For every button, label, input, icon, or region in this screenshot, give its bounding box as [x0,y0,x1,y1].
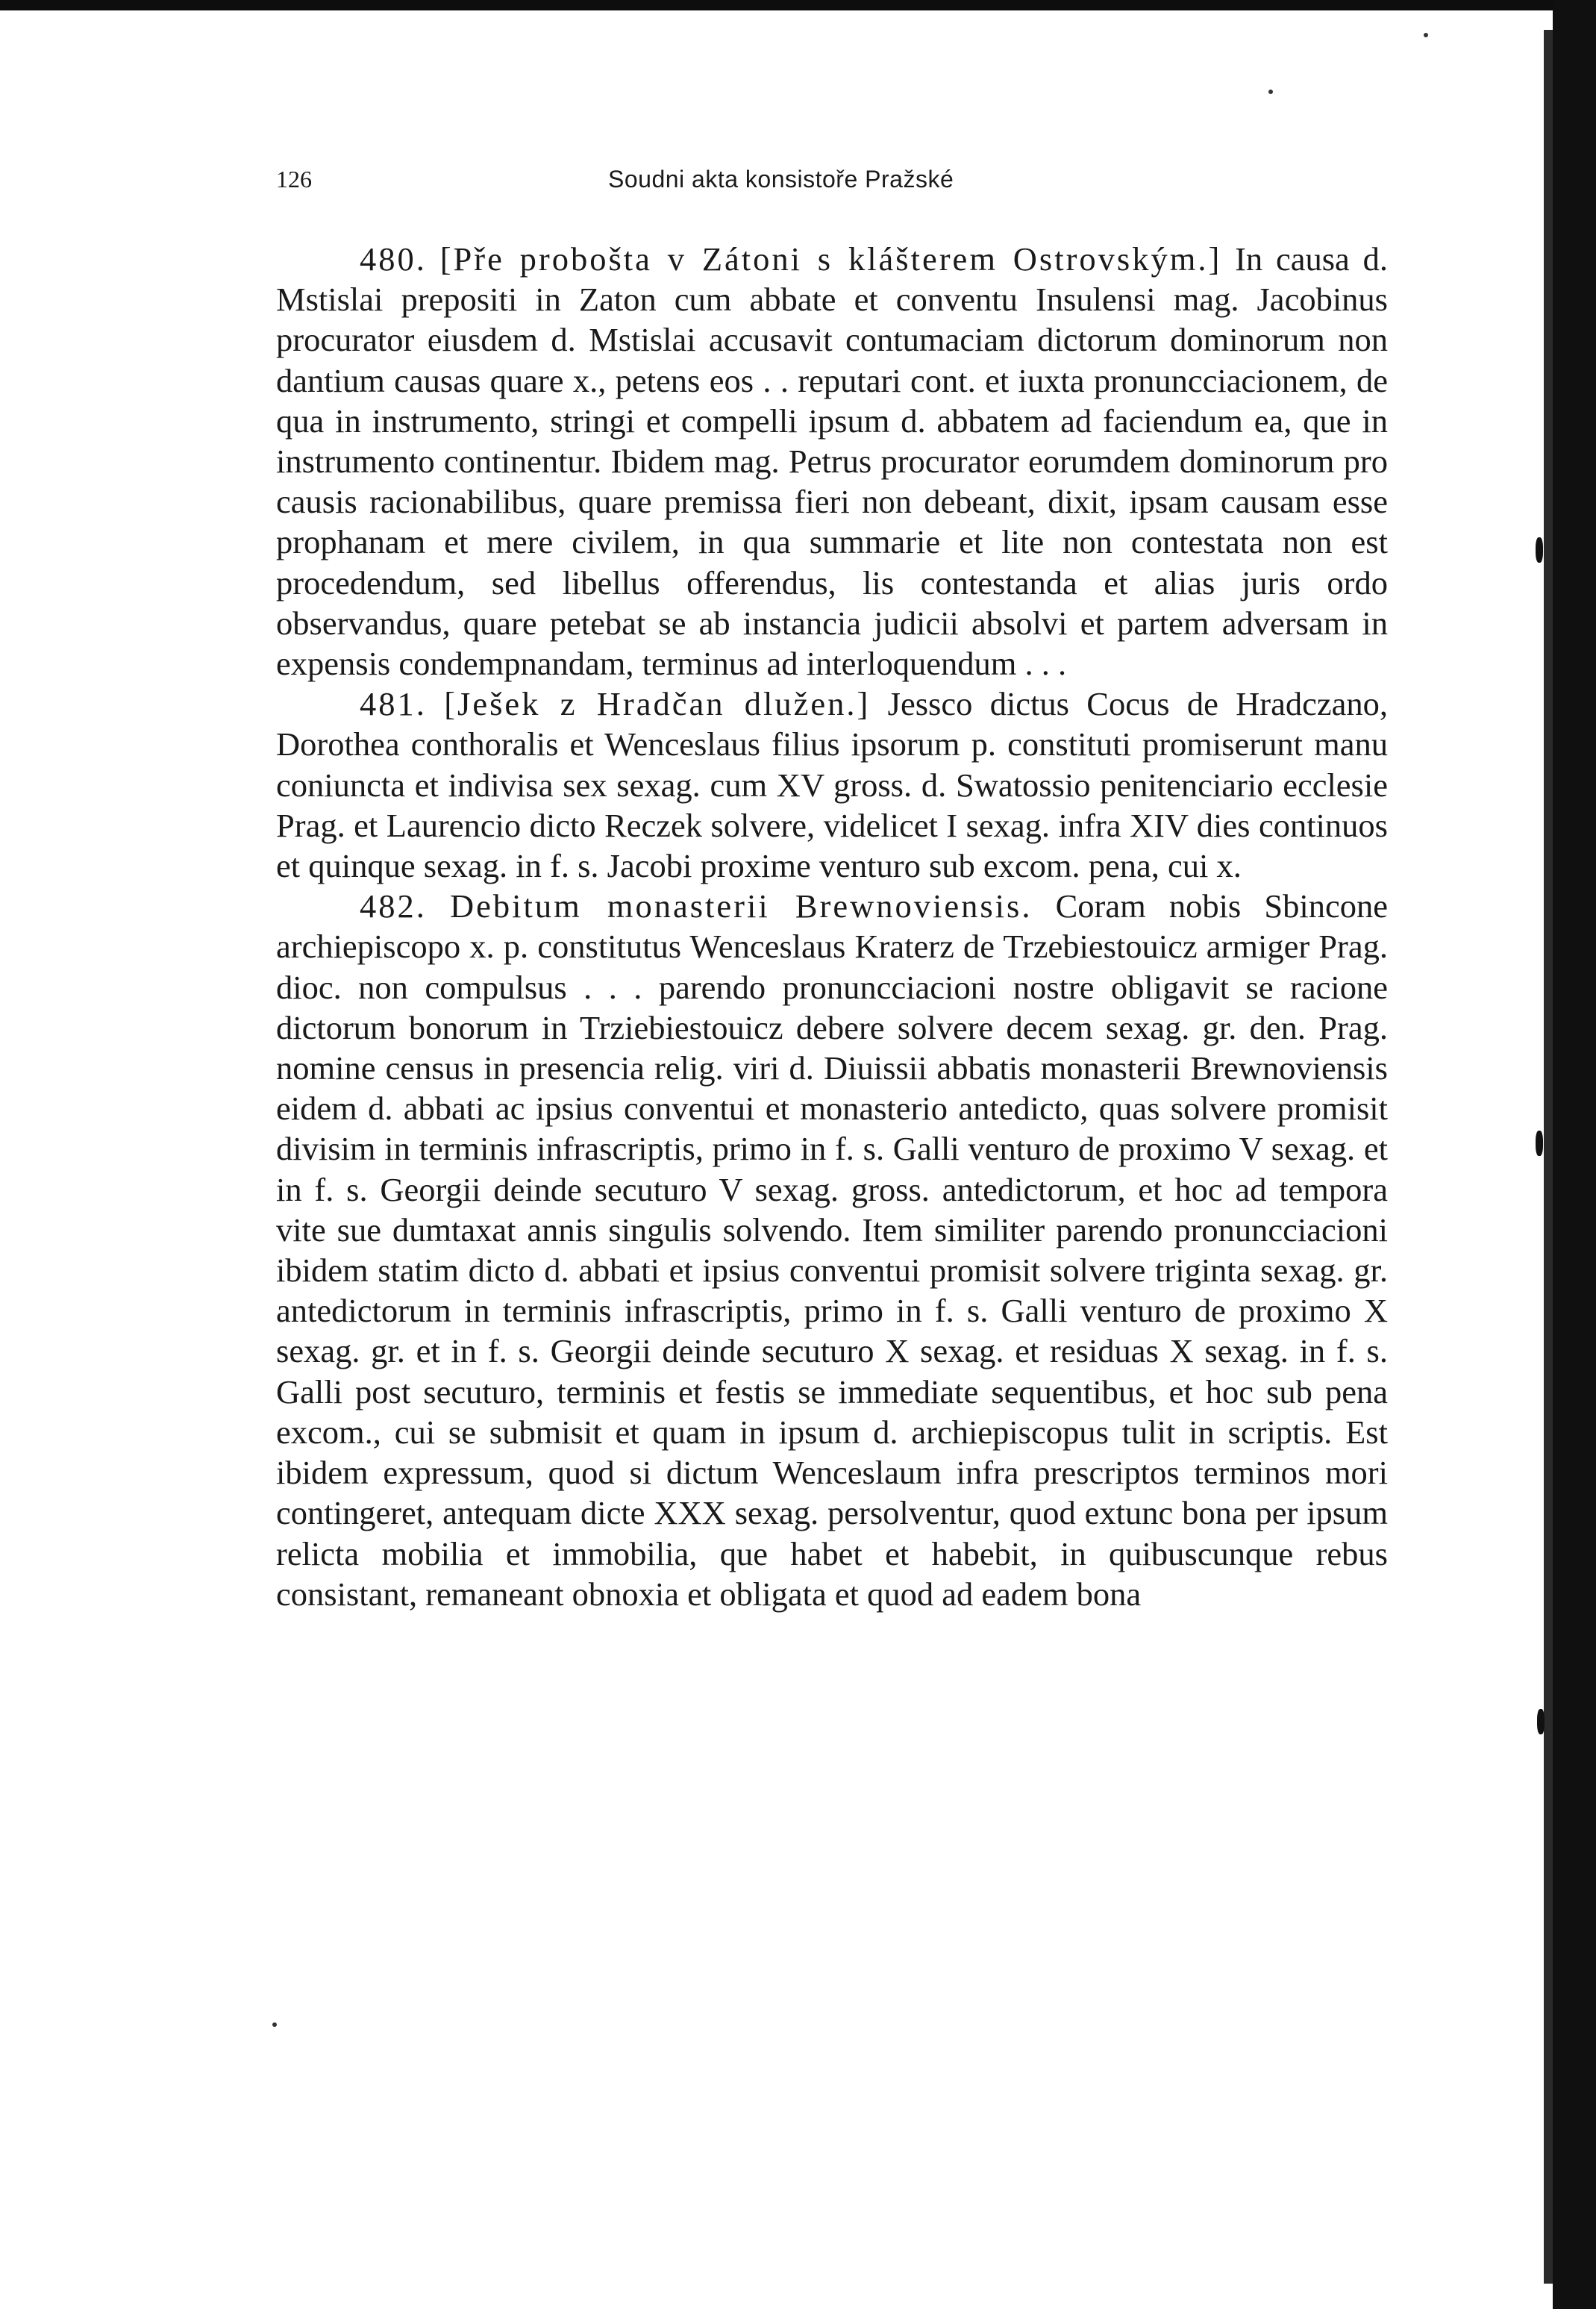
scan-mark [1536,1131,1543,1156]
running-head [276,166,1022,196]
entry-body: In causa d. Mstislai prepositi in Zaton cum abbate et conventu Insulensi mag. Jacobinus procurator eiusdem d. Mstislai accusavit contumaciam dictorum dominorum non dantium causas quare x., petens eos . . reputari cont. et iuxta pronuncciacionem, de qua in instrumento, stringi et compelli ipsum d. abbatem ad faciendum ea, que in instrumento continentur. Ibidem mag. Petrus procurator eorumdem dominorum pro causis racionabilibus, quare premissa fieri non debeant, dixit, ipsam causam esse prophanam et mere civilem, in qua summarie et lite non contestata non est procedendum, sed libellus offerendus, lis contestanda et alias juris ordo observandus, quare petebat se ab instancia judicii absolvi et partem adversam in expensis condempnandam, terminus ad interloquendum . . . [276,240,1389,683]
scan-speck [1424,33,1428,37]
scan-right-border [1553,0,1596,2309]
entry-heading: [Pře probošta v Zátoni s klášterem Ostrovským.] [439,240,1222,278]
main-text [276,239,1388,1614]
running-title: Soudni akta konsistoře Pražské [608,166,954,193]
entry-number: 482. [360,887,427,925]
entry-heading: [Ješek z Hradčan dlužen.] [444,685,871,723]
entry-481 [276,684,1388,886]
scan-speck [1268,90,1273,94]
scan-mark [1536,537,1543,563]
entry-body: Coram nobis Sbincone archiepiscopo x. p. constitutus Wenceslaus Kraterz de Trzebiestouicz armiger Prag. dioc. non compulsus . . . parendo pronuncciacioni nostre obligavit se racione dictorum bonorum in Trziebiestouicz debere solvere decem sexag. gr. den. Prag. nomine census in presencia relig. viri d. Diuissii abbatis monasterii Brewnoviensis eidem d. abbati ac ipsius conventui et monasterio antedicto, quas solvere promisit divisim in terminis infrascriptis, primo in f. s. Galli venturo de proximo V sexag. et in f. s. Georgii deinde secuturo V sexag. gross. antedictorum, et hoc ad tempora vite sue dumtaxat annis singulis solvendo. Item similiter parendo pronuncciacioni ibidem statim dicto d. abbati et ipsius conventui promisit solvere triginta sexag. gr. antedictorum in terminis infrascriptis, primo in f. s. Galli venturo de proximo X sexag. gr. et in f. s. Georgii deinde secuturo X sexag. et residuas X sexag. in f. s. Galli post secuturo, terminis et festis se immediate sequentibus, et hoc sub pena excom., cui se submisit et quam in ipsum d. archiepiscopus tulit in scriptis. Est ibidem expressum, quod si dictum Wenceslaum infra prescriptos terminos mori contingeret, antequam dicte XXX sexag. persolventur, quod extunc bona per ipsum relicta mobilia et immobilia, que habet et habebit, in quibuscunque rebus consistant, remaneant obnoxia et obligata et quod ad eadem bona [276,887,1388,1613]
entry-body: Jessco dictus Cocus de Hradczano, Dorothea conthoralis et Wenceslaus filius ipsorum p. constituti promiserunt manu coniuncta et indivisa sex sexag. cum XV gross. d. Swatossio penitenciario ecclesie Prag. et Laurencio dicto Reczek solvere, videlicet I sexag. infra XIV dies continuos et quinque sexag. in f. s. Jacobi proxime venturo sub excom. pena, cui x. [276,685,1389,885]
entry-number: 480. [360,240,427,278]
entry-number: 481. [360,685,427,723]
entry-482 [276,886,1388,1614]
scan-gutter-shadow [1544,30,1553,2284]
page-number: 126 [276,166,312,193]
entry-heading: Debitum monasterii Brewnoviensis. [450,887,1033,925]
scan-mark [1537,1709,1545,1734]
entry-480 [276,239,1388,684]
scan-top-border [0,0,1596,10]
scan-speck [272,2022,277,2027]
